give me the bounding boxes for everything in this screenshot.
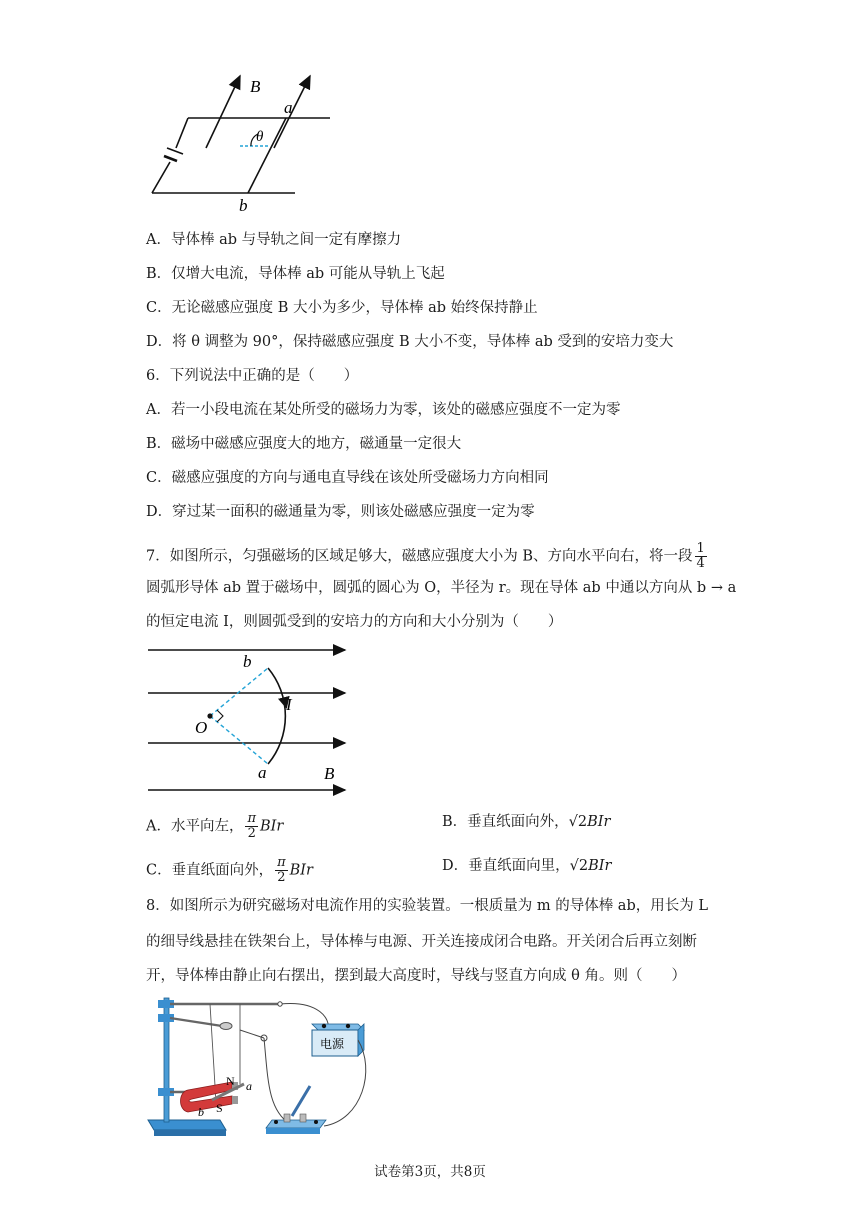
q7-option-b-sqrt: √2 <box>568 814 588 830</box>
q7-option-b-bir: BIr <box>587 814 611 830</box>
q6-stem: 6．下列说法中正确的是（ ） <box>146 368 359 384</box>
q7-option-c <box>146 856 313 885</box>
fig3-label-south: S <box>216 1101 223 1115</box>
fig1-label-a: a <box>284 98 293 117</box>
q7-quarter-fraction <box>695 542 707 571</box>
arc-figure <box>140 640 360 800</box>
q7-frac-den: 4 <box>696 556 705 571</box>
fig2-label-a: a <box>258 763 267 782</box>
q8-line-2: 的细导线悬挂在铁架台上，导体棒与电源、开关连接成闭合电路。开关闭合后再立刻断 <box>146 934 697 950</box>
q7-option-a-fraction <box>245 812 258 841</box>
apparatus-figure <box>140 990 380 1145</box>
q8-line-1: 8．如图所示为研究磁场对电流作用的实验装置。一根质量为 m 的导体棒 ab，用长为 L <box>146 898 708 914</box>
q5-option-d: D．将 θ 调整为 90°，保持磁感应强度 B 大小不变，导体棒 ab 受到的安培力变大 <box>146 334 674 350</box>
q7-option-a-bir: BIr <box>260 818 284 835</box>
q6-option-d: D．穿过某一面积的磁通量为零，则该处磁感应强度一定为零 <box>146 504 535 520</box>
fig3-label-b: b <box>198 1105 204 1119</box>
q6-option-c: C．磁感应强度的方向与通电直导线在该处所受磁场力方向相同 <box>146 470 549 486</box>
q7-option-a-text: A．水平向左， <box>146 818 244 835</box>
fig1-label-b-field: B <box>250 77 261 96</box>
fig2-label-center: O <box>195 718 208 737</box>
q5-option-a: A．导体棒 ab 与导轨之间一定有摩擦力 <box>146 232 402 248</box>
q7-option-c-text: C．垂直纸面向外， <box>146 862 274 879</box>
q7-frac-num: 1 <box>696 541 705 556</box>
q7-option-d <box>442 856 611 876</box>
q7-line-1 <box>146 542 709 571</box>
fig3-power-label: 电源 <box>320 1037 345 1051</box>
q7-option-d-bir: BIr <box>588 858 612 874</box>
rail-figure <box>140 70 350 215</box>
q7-option-c-pi: π <box>277 855 286 870</box>
q7-option-a-pi: π <box>247 811 257 826</box>
q7-option-c-bir: BIr <box>289 862 313 879</box>
q7-option-b <box>442 812 610 832</box>
q5-option-c: C．无论磁感应强度 B 大小为多少，导体棒 ab 始终保持静止 <box>146 300 538 316</box>
q7-option-a <box>146 812 283 841</box>
fig3-label-north: N <box>226 1074 235 1088</box>
q6-option-b: B．磁场中磁感应强度大的地方，磁通量一定很大 <box>146 436 462 452</box>
fig3-label-a: a <box>246 1079 252 1093</box>
q7-option-c-two: 2 <box>277 870 286 885</box>
q7-option-d-text: D．垂直纸面向里， <box>442 858 570 874</box>
q7-option-b-text: B．垂直纸面向外， <box>442 814 569 830</box>
fig2-label-field: B <box>324 764 335 783</box>
q7-option-c-fraction <box>275 856 288 885</box>
q8-line-3: 开，导体棒由静止向右摆出，摆到最大高度时，导线与竖直方向成 θ 角。则（ ） <box>146 968 686 984</box>
page-footer: 试卷第3页，共8页 <box>374 1164 486 1180</box>
q7-line-1-text: 7．如图所示，匀强磁场的区域足够大，磁感应强度大小为 B、方向水平向右，将一段 <box>146 548 693 565</box>
q7-option-d-sqrt: √2 <box>569 858 589 874</box>
q7-line-2: 圆弧形导体 ab 置于磁场中，圆弧的圆心为 O，半径为 r。现在导体 ab 中通以方向从 b → a <box>146 580 737 596</box>
fig1-label-b: b <box>239 196 248 215</box>
fig2-label-current: I <box>286 695 292 714</box>
fig2-label-b: b <box>243 652 252 671</box>
q7-line-3: 的恒定电流 I，则圆弧受到的安培力的方向和大小分别为（ ） <box>146 614 563 630</box>
fig1-label-theta: θ <box>256 129 264 145</box>
q5-option-b: B．仅增大电流，导体棒 ab 可能从导轨上飞起 <box>146 266 445 282</box>
q7-option-a-two: 2 <box>247 826 256 841</box>
q6-option-a: A．若一小段电流在某处所受的磁场力为零，该处的磁感应强度不一定为零 <box>146 402 621 418</box>
